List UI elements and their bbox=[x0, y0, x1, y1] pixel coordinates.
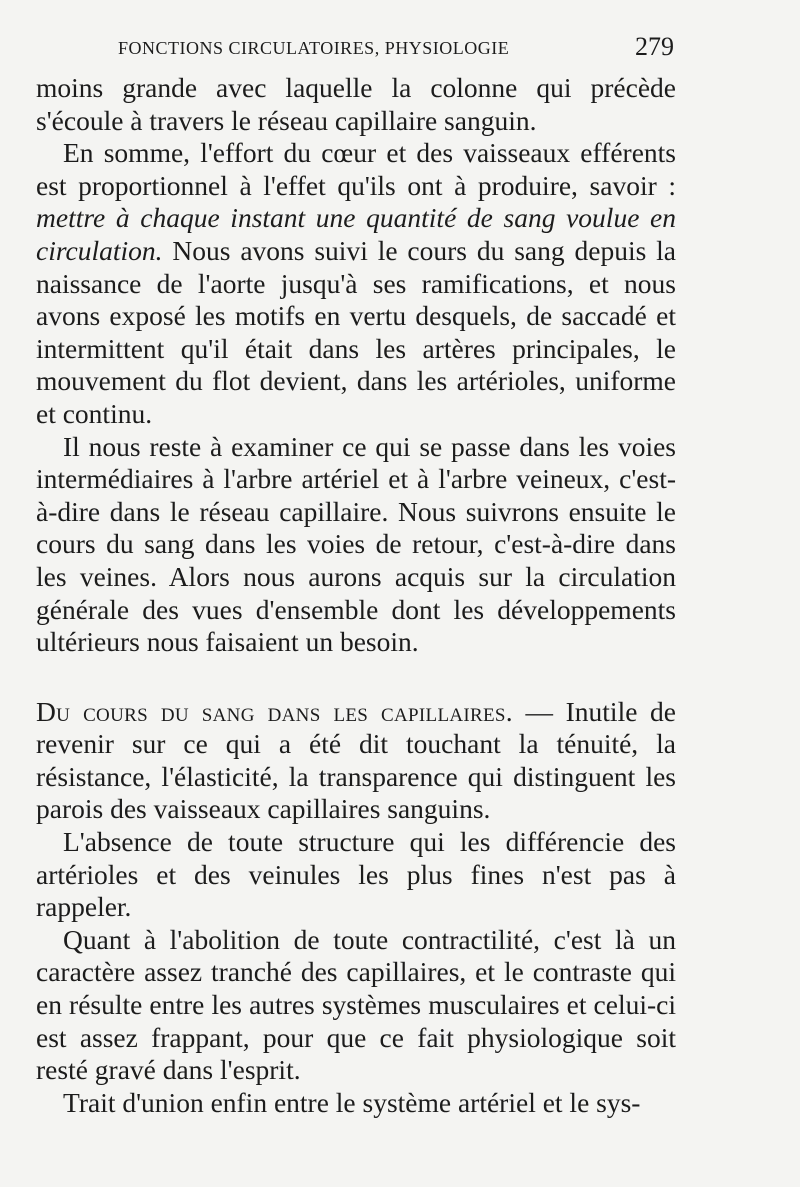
paragraph-continuation: moins grande avec laquelle la colonne qui précède s'écoule à travers le réseau capillaire sanguin. bbox=[36, 72, 676, 136]
paragraph-text: Nous avons suivi le cours du sang depuis la naissance de l'aorte jusqu'à ses ramifications, et nous avons exposé les motifs en vertu desquels, de saccadé et intermittent qu'il était dans les artères principales, le mouvement du flot devient, dans les artérioles, uniforme et continu. bbox=[36, 234, 676, 429]
paragraph-trait-union: Trait d'union enfin entre le système artériel et le sys- bbox=[63, 1086, 641, 1118]
page-number: 279 bbox=[635, 32, 674, 61]
body-text bbox=[36, 72, 676, 1119]
emphasis-text: mettre à chaque instant une quantité de sang voulue en circulation. bbox=[36, 202, 676, 266]
paragraph-text: En somme, l'effort du cœur et des vaisseaux efférents est proportionnel à l'effet qu'ils ont à produire, savoir : bbox=[36, 137, 676, 201]
running-header bbox=[118, 30, 674, 64]
paragraph-voies-intermediaires: Il nous reste à examiner ce qui se passe dans les voies intermédiaires à l'arbre artériel et à l'arbre veineux, c'est-à-dire dans le réseau capillaire. Nous suivrons ensuite le cours du sang dans les voies de retour, c'est-à-dire dans les veines. Alors nous aurons acquis sur la circulation générale des vues d'ensemble dont les développements ultérieurs nous faisaient un besoin. bbox=[36, 430, 676, 658]
section-paragraph-capillaires bbox=[36, 696, 676, 826]
paragraph-contractilite: Quant à l'abolition de toute contractilité, c'est là un caractère assez tranché des capillaires, et le contraste qui en résulte entre les autres systèmes musculaires et celui-ci est assez frappant, pour que ce fait physiologique soit resté gravé dans l'esprit. bbox=[36, 923, 676, 1086]
section-heading: Du cours du sang dans les capillaires. bbox=[36, 695, 513, 727]
running-title: FONCTIONS CIRCULATOIRES, PHYSIOLOGIE bbox=[118, 38, 510, 58]
paragraph-text: — Inutile de revenir sur ce qui a été dit touchant la ténuité, la résistance, l'élasticité, la transparence qui distinguent les parois des vaisseaux capillaires sanguins. bbox=[36, 695, 676, 825]
paragraph-effort-du-coeur bbox=[36, 137, 676, 430]
paragraph-absence-structure: L'absence de toute structure qui les différencie des artérioles et des veinules les plus fines n'est pas à rappeler. bbox=[36, 826, 676, 923]
